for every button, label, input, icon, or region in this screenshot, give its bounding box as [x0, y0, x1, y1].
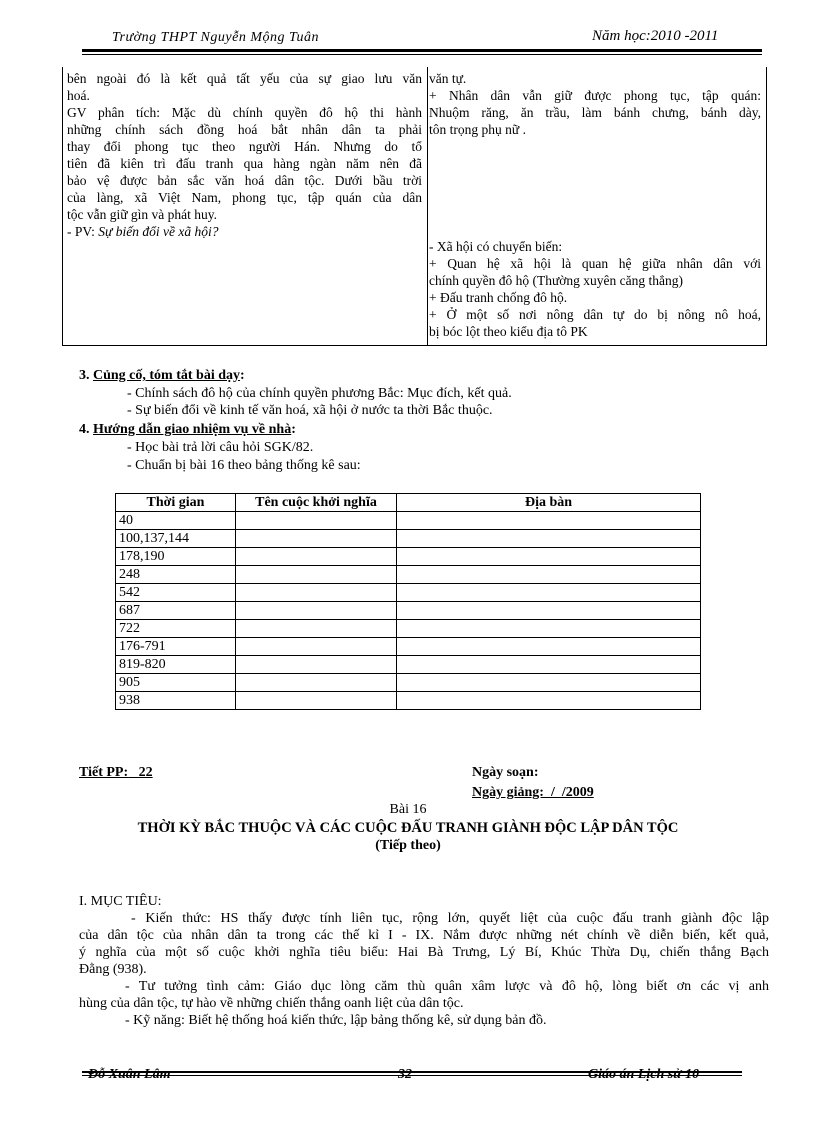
table-row [116, 566, 701, 584]
pv-prefix: - PV: [67, 224, 99, 239]
uprising-name-cell [236, 548, 397, 566]
uprising-name-cell [236, 530, 397, 548]
section-number: 4. [79, 422, 93, 437]
list-item: - Chính sách đô hộ của chính quyền phương Bắc: Mục đích, kết quả. [127, 386, 512, 401]
uprising-name-cell [236, 566, 397, 584]
table-row [116, 548, 701, 566]
footer-author: Đỗ Xuân Lâm [88, 1067, 171, 1082]
text-line: bên ngoài đó là kết quả tất yếu của sự giao lưu văn [67, 71, 422, 86]
text-line: ý nghĩa của một số cuộc khởi nghĩa tiêu biểu: Hai Bà Trưng, Lý Bí, Khúc Thừa Dụ, chiến thắng Bạch [79, 945, 769, 960]
lesson-number: Bài 16 [389, 802, 427, 817]
teacher-column [67, 67, 422, 345]
text-line: tộc vẫn giữ gìn và phát huy. [67, 207, 218, 222]
footer-subject: Giáo án Lịch sử 10 [588, 1067, 700, 1082]
table-row [116, 674, 701, 692]
list-item: - Sự biến đổi về kinh tế văn hoá, xã hội ở nước ta thời Bắc thuộc. [127, 403, 493, 418]
text-line: + Nhân dân vẫn giữ được phong tục, tập quán: [429, 88, 761, 103]
text-line: Đằng (938). [79, 962, 147, 977]
table-header-row [116, 494, 701, 512]
location-cell [397, 638, 701, 656]
uprising-name-cell [236, 620, 397, 638]
time-cell: 178,190 [116, 548, 236, 566]
location-cell [397, 566, 701, 584]
lesson-title: THỜI KỲ BẮC THUỘC VÀ CÁC CUỘC ĐẤU TRANH GIÀNH ĐỘC LẬP DÂN TỘC [137, 820, 679, 836]
location-cell [397, 512, 701, 530]
time-cell: 905 [116, 674, 236, 692]
time-cell: 248 [116, 566, 236, 584]
text-line: bị bóc lột theo kiểu địa tô PK [429, 324, 588, 339]
section-colon: : [291, 422, 296, 437]
time-cell: 176-791 [116, 638, 236, 656]
table-row [116, 530, 701, 548]
column-header: Địa bàn [397, 494, 701, 512]
text-line: thay đổi phong tục theo người Hán. Nhưng do tổ [67, 139, 422, 154]
time-cell: 687 [116, 602, 236, 620]
text-line: văn tự. [429, 71, 467, 86]
uprising-name-cell [236, 584, 397, 602]
text-line: - Kiến thức: HS thấy được tính liên tục, rộng lớn, quyết liệt của cuộc đấu tranh giành độc lập [131, 911, 769, 926]
uprising-name-cell [236, 674, 397, 692]
table-row [116, 584, 701, 602]
text-line: + Đấu tranh chống đô hộ. [429, 290, 568, 305]
tiet-pp [79, 765, 153, 781]
ngay-giang: Ngày giảng: / /2009 [472, 785, 594, 800]
pv-question: Sự biến đổi về xã hội? [98, 224, 219, 239]
tiet-value: 22 [138, 765, 153, 780]
header-rule-thin [82, 54, 762, 55]
text-line: - Tư tưởng tình cảm: Giáo dục lòng căm thù quân xâm lược và đô hộ, lòng biết ơn các vị anh [125, 979, 769, 994]
tiet-label: Tiết PP: [79, 765, 129, 780]
text-line: GV phân tích: Mặc dù chính quyền đô hộ thi hành [67, 105, 422, 120]
student-column [429, 67, 761, 345]
time-cell: 938 [116, 692, 236, 710]
text-line: của dân tộc của nhân dân ta trong các thế kỉ I - IX. Nắm được những nét chính về diễn biến, kết quả, [79, 928, 769, 943]
column-header: Tên cuộc khởi nghĩa [236, 494, 397, 512]
pv-question-line [67, 224, 218, 240]
uprising-statistics-table [115, 493, 701, 710]
text-line: của làng, xã Việt Nam, phong tục, tập quán của dân [67, 190, 422, 205]
table-row [116, 692, 701, 710]
location-cell [397, 674, 701, 692]
text-line: bảo vệ được bản sắc văn hoá dân tộc. Dưới bầu trời [67, 173, 422, 188]
header-rule [82, 49, 762, 52]
section-4-heading [79, 421, 296, 438]
text-line: hoá. [67, 88, 90, 103]
column-divider [427, 67, 428, 345]
section-3-heading [79, 367, 245, 384]
time-cell: 40 [116, 512, 236, 530]
text-line: - Kỹ năng: Biết hệ thống hoá kiến thức, lập bảng thống kê, sử dụng bản đồ. [125, 1013, 547, 1028]
time-cell: 722 [116, 620, 236, 638]
objectives-heading: I. MỤC TIÊU: [79, 894, 162, 909]
table-row [116, 602, 701, 620]
section-number: 3. [79, 368, 93, 383]
text-line: - Xã hội có chuyển biến: [429, 239, 563, 254]
column-header: Thời gian [116, 494, 236, 512]
text-line: tôn trọng phụ nữ . [429, 122, 526, 137]
location-cell [397, 602, 701, 620]
table-row [116, 620, 701, 638]
text-line: những chính sách đồng hoá bắt nhân dân ta phải [67, 122, 422, 137]
time-cell: 100,137,144 [116, 530, 236, 548]
header-school: Trường THPT Nguyễn Mộng Tuân [112, 30, 319, 45]
section-colon: : [240, 368, 245, 383]
text-line: + Quan hệ xã hội là quan hệ giữa nhân dân với [429, 256, 761, 271]
header-year: Năm học:2010 -2011 [592, 28, 719, 44]
ngay-soan: Ngày soạn: [472, 765, 539, 780]
text-line: tiên đã kiên trì đấu tranh qua hàng ngàn năm nên đã [67, 156, 422, 171]
location-cell [397, 548, 701, 566]
table-row [116, 638, 701, 656]
footer-page-number: 32 [398, 1067, 412, 1082]
text-line: chính quyền đô hộ (Thường xuyên căng thẳng) [429, 273, 684, 288]
location-cell [397, 530, 701, 548]
location-cell [397, 656, 701, 674]
location-cell [397, 692, 701, 710]
uprising-name-cell [236, 656, 397, 674]
text-line: Nhuộm răng, ăn trầu, làm bánh chưng, bánh dày, [429, 105, 761, 120]
uprising-name-cell [236, 602, 397, 620]
objectives-body [79, 910, 769, 1029]
uprising-name-cell [236, 692, 397, 710]
uprising-name-cell [236, 512, 397, 530]
content-table [62, 67, 767, 346]
location-cell [397, 620, 701, 638]
table-row [116, 656, 701, 674]
time-cell: 542 [116, 584, 236, 602]
time-cell: 819-820 [116, 656, 236, 674]
list-item: - Học bài trả lời câu hỏi SGK/82. [127, 440, 314, 455]
text-line: hùng của dân tộc, tự hào về những chiến thắng oanh liệt của dân tộc. [79, 996, 464, 1011]
section-title: Củng cố, tóm tắt bài dạy [93, 368, 241, 383]
table-row [116, 512, 701, 530]
location-cell [397, 584, 701, 602]
list-item: - Chuẩn bị bài 16 theo bảng thống kê sau: [127, 458, 361, 473]
text-line: + Ở một số nơi nông dân tự do bị nông nô hoá, [429, 307, 761, 322]
lesson-subtitle: (Tiếp theo) [375, 838, 441, 853]
uprising-name-cell [236, 638, 397, 656]
section-title: Hướng dẫn giao nhiệm vụ về nhà [93, 422, 292, 437]
